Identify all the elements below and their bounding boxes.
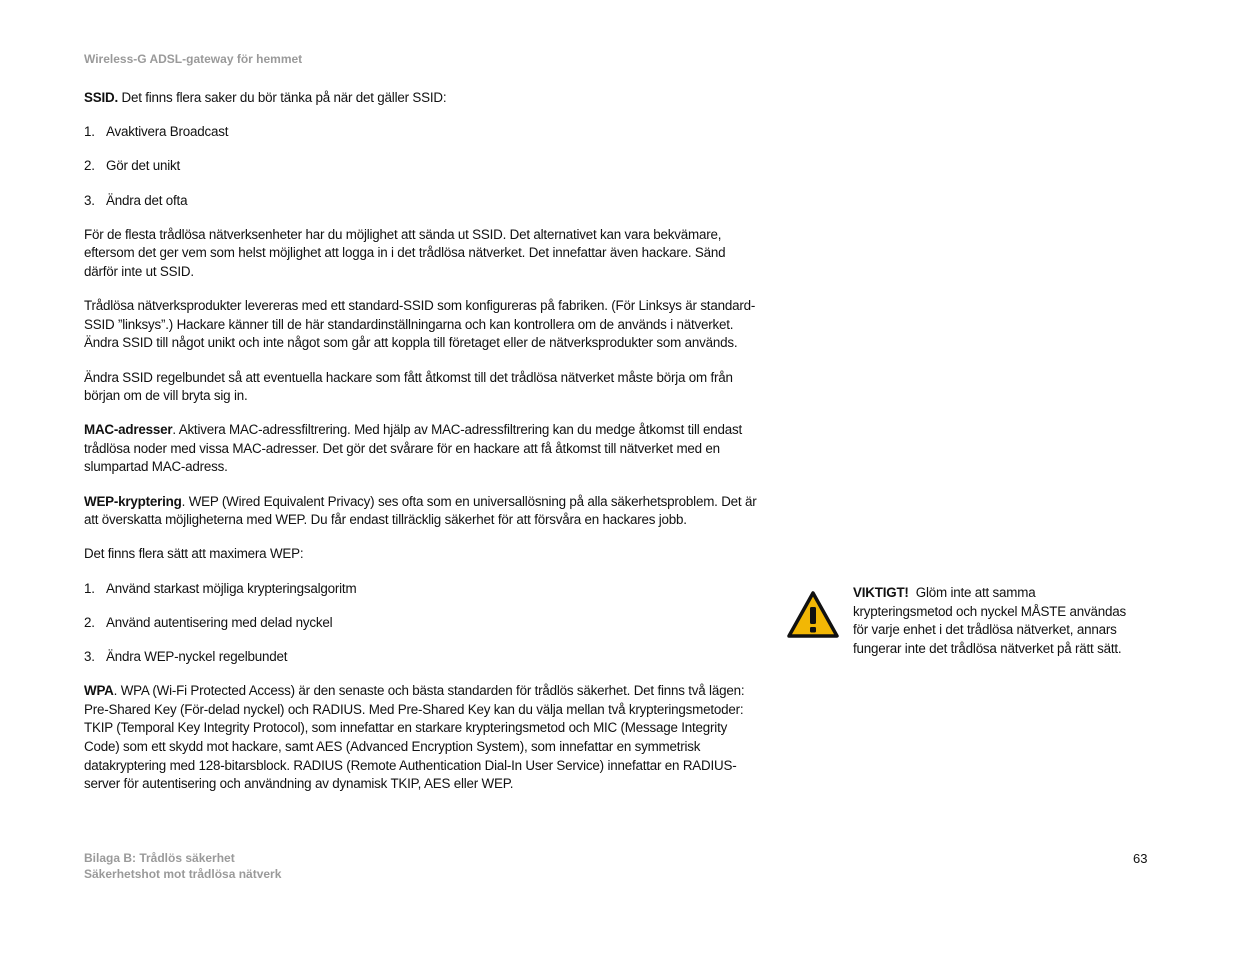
- note-label: VIKTIGT!: [853, 585, 909, 600]
- list-number: 1.: [84, 124, 95, 140]
- wpa-label: WPA: [84, 683, 114, 699]
- mac-label: MAC-adresser: [84, 422, 173, 438]
- wep-intro: Det finns flera sätt att maximera WEP:: [84, 546, 304, 562]
- list-number: 2.: [84, 614, 95, 630]
- note-text: [853, 584, 1129, 658]
- wep-label: WEP-kryptering: [84, 493, 182, 509]
- list-number: 1.: [84, 580, 95, 596]
- running-footer: [84, 850, 281, 882]
- ssid-label: SSID.: [84, 90, 118, 105]
- ssid-list-item: [84, 157, 760, 176]
- ssid-list-item: [84, 192, 760, 211]
- ssid-paragraph-3: Ändra SSID regelbundet så att eventuella hackare som fått åtkomst till det trådlösa nätverket måste börja om från början om de vill bryta sig in.: [84, 369, 733, 404]
- ssid-intro-text: Det finns flera saker du bör tänka på när det gäller SSID:: [117, 90, 447, 105]
- list-text: Använd autentisering med delad nyckel: [106, 614, 333, 630]
- ssid-intro: [84, 89, 760, 108]
- wep-list-item: [84, 614, 760, 633]
- list-text: Gör det unikt: [106, 158, 181, 174]
- running-header: Wireless-G ADSL-gateway för hemmet: [84, 52, 303, 66]
- list-number: 2.: [84, 158, 95, 174]
- wpa-paragraph: [84, 682, 760, 794]
- mac-paragraph: [84, 421, 760, 477]
- ssid-list-item: [84, 123, 760, 142]
- warning-icon: [786, 590, 840, 640]
- wep-list-item: [84, 580, 760, 599]
- list-number: 3.: [84, 649, 95, 664]
- list-number: 3.: [84, 192, 95, 208]
- note-body: Glöm inte att samma krypteringsmetod och nyckel MÅSTE användas för varje enhet i det trådlösa nätverket, annars fungerar inte det trådlösa nätverket på rätt sätt.: [853, 585, 1130, 656]
- wpa-text: . WPA (Wi-Fi Protected Access) är den senaste och bästa standarden för trådlös säkerhet. Det finns två lägen: Pre-Shared Key (För-delad nyckel) och RADIUS. Med Pre-Shared Key kan du välja mellan två krypteringsmetoder: TKIP (Temporal Key Integrity Protocol), som innefattar en starkare krypteringsmetod och MIC (Message Integrity Code) som ett skydd mot hackare, samt AES (Advanced Encryption System), som innefattar en symmetrisk datakryptering med 128-bitarsblock. RADIUS (Remote Authentication Dial-In User Service) innefattar en RADIUS-server för autentisering och användning av dynamisk TKIP, AES eller WEP.: [84, 683, 745, 792]
- footer-section: Säkerhetshot mot trådlösa nätverk: [84, 867, 282, 881]
- wep-text: . WEP (Wired Equivalent Privacy) ses ofta som en universallösning på alla säkerhetsproblem. Det är att överskatta möjligheterna med WEP. Du får endast tillräcklig säkerhet för att försvåra en hackares jobb.: [84, 493, 757, 528]
- ssid-paragraph-1: För de flesta trådlösa nätverksenheter har du möjlighet att sända ut SSID. Det alternativet kan vara bekvämare, eftersom det ger vem som helst möjlighet att logga in i det trådlösa nätverket. Det innefattar även hackare. Sänd därför inte ut SSID.: [84, 226, 726, 279]
- list-text: Ändra WEP-nyckel regelbundet: [106, 649, 288, 664]
- list-text: Ändra det ofta: [106, 192, 188, 208]
- page-number: 63: [1133, 851, 1148, 866]
- footer-chapter: Bilaga B: Trådlös säkerhet: [84, 851, 235, 865]
- list-text: Avaktivera Broadcast: [106, 124, 229, 140]
- wep-paragraph: [84, 493, 760, 530]
- wep-list-item: [84, 648, 760, 667]
- list-text: Använd starkast möjliga krypteringsalgoritm: [106, 580, 357, 596]
- main-content: [84, 89, 760, 809]
- ssid-paragraph-2: Trådlösa nätverksprodukter levereras med ett standard-SSID som konfigureras på fabriken. (För Linksys är standard-SSID ”linksys”.) Hackare känner till de här standardinställningarna och kan kontrollera om de används i nätverket. Ändra SSID till något unikt och inte något som går att koppla till företaget eller de nätverksprodukter som används.: [84, 298, 756, 351]
- mac-text: . Aktivera MAC-adressfiltrering. Med hjälp av MAC-adressfiltrering kan du medge åtkomst till endast trådlösa noder med vissa MAC-adresser. Det gör det svårare för en hackare att få åtkomst till nätverket med en slumpartad MAC-adress.: [84, 422, 743, 475]
